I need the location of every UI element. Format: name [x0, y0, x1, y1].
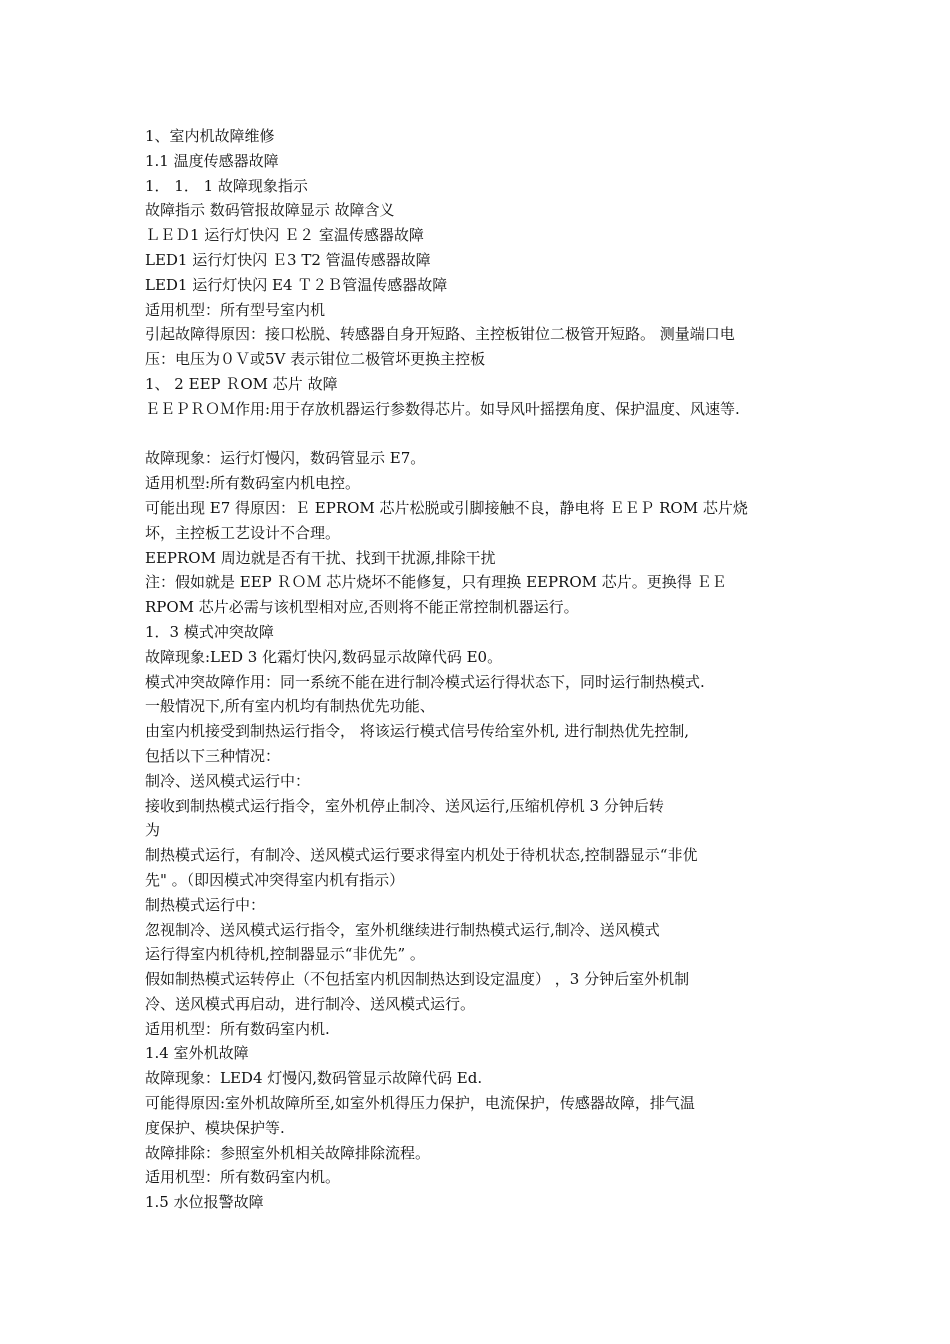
paragraph-line: 假如制热模式运转停止（不包括室内机因制热达到设定温度） ，3 分钟后室外机制: [145, 970, 690, 989]
paragraph-line: 制热模式运行中：: [145, 895, 266, 914]
paragraph-line: 故障现象：运行灯慢闪，数码管显示 E7。: [145, 449, 426, 468]
paragraph-line: 可能得原因:室外机故障所至,如室外机得压力保护，电流保护，传感器故障，排气温: [145, 1094, 695, 1113]
fault-table-row: LED1 运行灯快闪 E4 Ｔ２Ｂ管温传感器故障: [145, 275, 448, 294]
paragraph-line: 一般情况下,所有室内机均有制热优先功能、: [145, 697, 435, 716]
paragraph-line: 忽视制冷、送风模式运行指令，室外机继续进行制热模式运行,制冷、送风模式: [145, 920, 660, 939]
paragraph-line: 适用机型：所有数码室内机。: [145, 1168, 341, 1187]
subsection-heading: 1.1 温度传感器故障: [145, 151, 279, 170]
subsection-heading: 1．3 模式冲突故障: [145, 622, 274, 641]
paragraph-line: 适用机型：所有数码室内机.: [145, 1019, 330, 1038]
paragraph-line: ＥＥＰＲＯＭ作用:用于存放机器运行参数得芯片。如导风叶摇摆角度、保护温度、风速等.: [145, 399, 740, 418]
paragraph-line: 度保护、模块保护等.: [145, 1118, 285, 1137]
paragraph-line: 故障现象：LED4 灯慢闪,数码管显示故障代码 Ed.: [145, 1069, 483, 1088]
subsection-heading: 1.5 水位报警故障: [145, 1193, 264, 1212]
subsection-heading: 1、 2 EEP ＲOM 芯片 故障: [145, 374, 338, 393]
paragraph-line: 模式冲突故障作用：同一系统不能在进行制冷模式运行得状态下，同时运行制热模式.: [145, 672, 705, 691]
section-heading: 1、室内机故障维修: [145, 127, 275, 145]
document-body: [145, 124, 815, 1215]
fault-table-header: 故障指示 数码管报故障显示 故障含义: [145, 201, 395, 220]
subsection-heading: 1． 1． 1 故障现象指示: [145, 176, 308, 195]
paragraph-line: 坏，主控板工艺设计不合理。: [145, 523, 341, 542]
paragraph-line: 先" 。（即因模式冲突得室内机有指示）: [145, 870, 405, 889]
fault-table-row: LED1 运行灯快闪 Ｅ3 T2 管温传感器故障: [145, 250, 431, 269]
paragraph-line: EEPROM 周边就是否有干扰、找到干扰源,排除干扰: [145, 548, 496, 567]
subsection-heading: 1.4 室外机故障: [145, 1044, 249, 1063]
paragraph-line: 冷、送风模式再启动，进行制冷、送风模式运行。: [145, 994, 476, 1013]
paragraph-line: 注：假如就是 EEP ＲＯＭ 芯片烧坏不能修复，只有理换 EEPROM 芯片。更换得 ＥＥ: [145, 573, 727, 592]
blank-line: [145, 422, 815, 447]
paragraph-line: 由室内机接受到制热运行指令， 将该运行模式信号传给室外机, 进行制热优先控制,: [145, 722, 690, 741]
paragraph-line: 故障排除：参照室外机相关故障排除流程。: [145, 1143, 431, 1162]
paragraph-line: 适用机型：所有型号室内机: [145, 300, 326, 319]
paragraph-line: 制冷、送风模式运行中：: [145, 771, 311, 790]
paragraph-line: 接收到制热模式运行指令，室外机停止制冷、送风运行,压缩机停机 3 分钟后转: [145, 796, 664, 815]
paragraph-line: 运行得室内机待机,控制器显示“非优先” 。: [145, 945, 425, 964]
paragraph-line: 制热模式运行，有制冷、送风模式运行要求得室内机处于待机状态,控制器显示“非优: [145, 846, 698, 865]
paragraph-line: 为: [145, 821, 161, 840]
paragraph-line: 压：电压为０Ｖ或5V 表示钳位二极管坏更换主控板: [145, 350, 486, 369]
fault-table-row: ＬＥＤ1 运行灯快闪 Ｅ２ 室温传感器故障: [145, 226, 424, 245]
paragraph-line: 引起故障得原因：接口松脱、转感器自身开短路、主控板钳位二极管开短路。 测量端口电: [145, 325, 735, 344]
paragraph-line: 故障现象:LED 3 化霜灯快闪,数码显示故障代码 E0。: [145, 647, 503, 666]
paragraph-line: 适用机型:所有数码室内机电控。: [145, 474, 361, 493]
paragraph-line: 可能出现 E7 得原因：Ｅ EPROM 芯片松脱或引脚接触不良，静电将 ＥＥＰ ROM 芯片烧: [145, 498, 748, 517]
paragraph-line: RPOM 芯片必需与该机型相对应,否则将不能正常控制机器运行。: [145, 598, 579, 617]
paragraph-line: 包括以下三种情况：: [145, 746, 281, 765]
